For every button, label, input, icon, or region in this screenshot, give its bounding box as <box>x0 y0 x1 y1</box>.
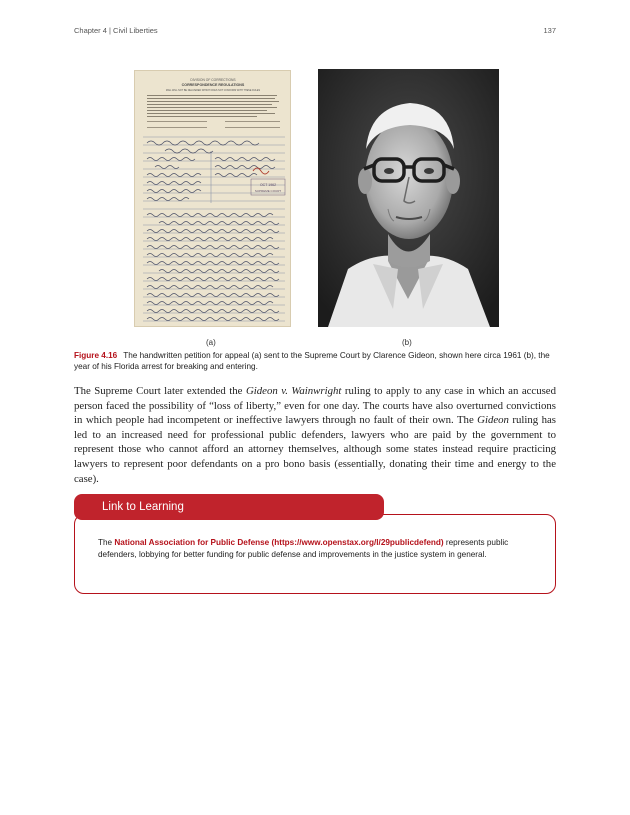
body-text-part-1: The Supreme Court later extended the <box>74 385 246 397</box>
link-text-before: The <box>98 538 115 547</box>
figure-number: Figure 4.16 <box>74 351 118 360</box>
figure-label-b: (b) <box>402 338 412 347</box>
public-defense-link[interactable]: National Association for Public Defense (https://www.openstax.org/l/29publicdefend) <box>114 538 444 547</box>
link-to-learning-text <box>98 537 528 560</box>
gideon-ruling: Gideon <box>477 414 509 427</box>
portrait-image <box>318 69 499 327</box>
form-subtitle: MAIL WILL NOT BE DELIVERED WHICH DOES NOT CONFORM WITH THESE RULES <box>165 89 261 92</box>
form-title-2: CORRESPONDENCE REGULATIONS <box>181 83 245 87</box>
page-number: 137 <box>543 26 556 35</box>
link-to-learning-title: Link to Learning <box>74 494 384 520</box>
body-text-part-2: ruling to apply to any case in which an accused person faced the possibility of “loss of liberty,” even for one day. The courts have also overturned convictions in which people had incompetent or ineffective lawyers through no fault of their own. The <box>74 385 556 427</box>
link-text-after: represents public defenders, lobbying for better funding for public defense and improvements in the justice system in general. <box>98 538 509 559</box>
form-title-1: DIVISION OF CORRECTIONS <box>190 78 236 82</box>
figure-label-a: (a) <box>206 338 216 347</box>
body-paragraph <box>74 384 556 486</box>
case-name: Gideon v. Wainwright <box>245 385 342 397</box>
stamp-1: OCT 1962 <box>259 183 277 187</box>
running-header <box>74 26 556 38</box>
figure-caption <box>74 350 556 372</box>
body-text-part-3: ruling has led to an increased need for professional public defenders, lawyers who are paid by the government to represent those who cannot afford an attorney themselves, although some states instead require practicing lawyers to represent poor defendants on a pro bono basis (essentially, donating their time and energy to the case). <box>74 414 556 485</box>
chapter-title: Chapter 4 | Civil Liberties <box>74 26 158 35</box>
stamp-2: SUPREME COURT <box>254 189 282 193</box>
petition-image <box>134 70 291 327</box>
figure-caption-text: The handwritten petition for appeal (a) sent to the Supreme Court by Clarence Gideon, shown here circa 1961 (b), the year of his Florida arrest for breaking and entering. <box>74 351 550 371</box>
